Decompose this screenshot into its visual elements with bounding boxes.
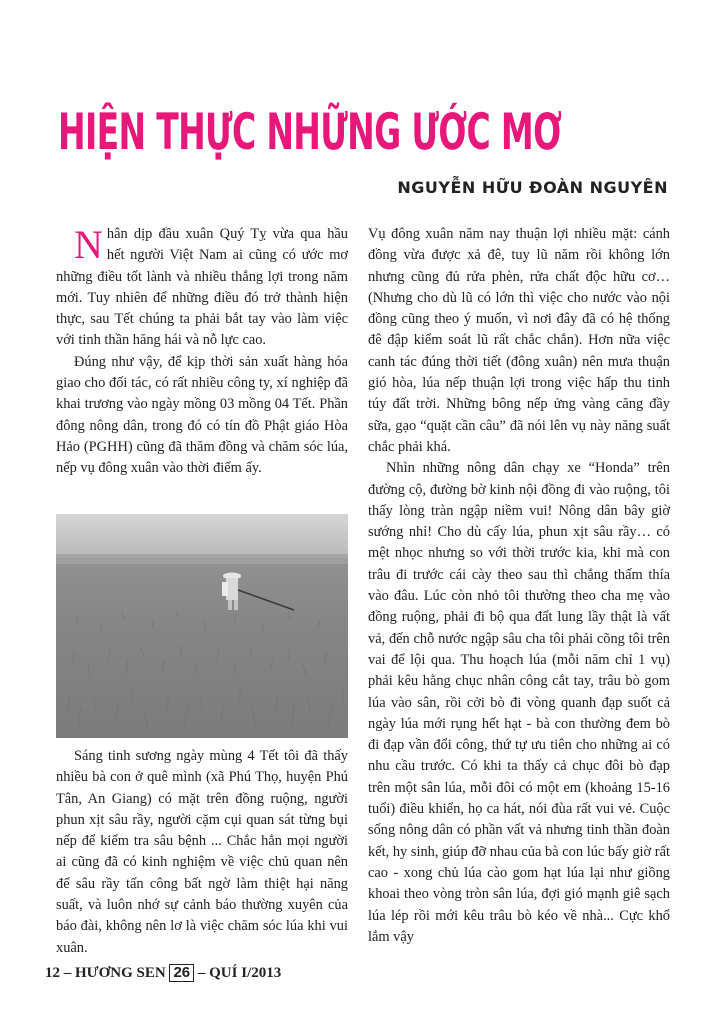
paragraph-3: Sáng tinh sương ngày mùng 4 Tết tôi đã thấy nhiều bà con ở quê mình (xã Phú Thọ, huyện Phú Tân, An Giang) có mặt trên đồng ruộng, người phun xịt sâu rầy, người cặm cụi quan sát từng bụi nếp để kiểm tra sâu bệnh ... Chắc hẳn mọi người ai cũng đã có kinh nghiệm về việc chủ quan nên để sâu rầy tấn công bất ngờ làm thiệt hại năng suất, và luôn nhớ sự cảnh báo thường xuyên của báo đài, không nên lơ là việc chăm sóc lúa khi vui xuân.	[56, 748, 348, 956]
magazine-name: – HƯƠNG SEN	[63, 965, 166, 981]
article-photo	[56, 514, 348, 738]
drop-cap: N	[74, 222, 103, 267]
paragraph-intro	[56, 224, 348, 352]
page-footer	[45, 964, 281, 982]
left-column-bottom	[56, 746, 348, 959]
page-number: 12	[45, 965, 60, 981]
rice-field-photo	[56, 514, 348, 738]
paragraph-intro-text: hân dịp đầu xuân Quý Tỵ vừa qua hầu hết người Việt Nam ai cũng có ước mơ những điều tốt lành và nhiều thắng lợi trong năm mới. Tuy nhiên để những điều đó trở thành hiện thực, sau Tết chúng ta phải bắt tay vào làm việc với tinh thần hăng hái và nỗ lực cao.	[56, 226, 348, 349]
paragraph-2: Đúng như vậy, để kịp thời sản xuất hàng hóa giao cho đối tác, có rất nhiều công ty, xí nghiệp đã khai trương vào ngày mồng 03 mồng 04 Tết. Phần đông nông dân, trong đó có tín đồ Phật giáo Hòa Hảo (PGHH) cũng đã thăm đồng và chăm sóc lúa, nếp vụ đông xuân vào thời điểm ấy.	[56, 353, 348, 477]
article-title: HIỆN THỰC NHỮNG ƯỚC MƠ	[58, 103, 562, 161]
paragraph-4: Vụ đông xuân năm nay thuận lợi nhiều mặt: cánh đồng vừa được xả đê, tuy lũ năm rồi không lớn nhưng cũng đủ rửa phèn, rửa chất độc hữu cơ… (Nhưng cho dù lũ có lớn thì việc cho nước vào nội đồng cũng theo ý muốn, vì nơi đây đã có hệ thống đê đập kiểm soát lũ rất chắc chắn). Hơn nữa việc canh tác đúng thời tiết (đông xuân) nên mưa thuận gió hòa, lúa nếp thuận lợi trong việc hấp thu tinh túy đất trời. Những bông nếp ửng vàng căng đầy sữa, gạo “quặt cần câu” đã nói lên vụ này năng suất chắc phải khá.	[368, 226, 670, 455]
right-column	[368, 224, 670, 948]
paragraph-5: Nhìn những nông dân chạy xe “Honda” trên đường cộ, đường bờ kinh nội đồng đi vào ruộng, tôi thấy lòng tràn ngập niềm vui! Nông dân bây giờ sướng nhỉ! Cho dù cấy lúa, phun xịt sâu rầy… có mệt nhọc nhưng so với thời trước kia, khi mà con trâu đi trước cái cày theo sau thì chẳng thấm thía vào đâu. Lúc còn nhỏ tôi thường theo cha mẹ vào đồng ruộng, phải đi bộ qua đất lung lầy thật là vất vả, đến chỗ nước ngập sâu cha tôi phải cõng tôi trên vai để lội qua. Thu hoạch lúa (mỗi năm chỉ 1 vụ) phải kêu hằng chục nhân công cắt tay, trâu bò gom lúa vào sân, rồi cởi bò đi vòng quanh đạp suốt cả ngày lúa mới rụng hết hạt - bà con thường đem bò đi đạp vần đổi công, thứ tự ưu tiên cho những ai có nhu cầu trước. Có khi ta thấy cả chục đôi bò đạp trên một sân lúa, mỗi đôi có một em (khoảng 15-16 tuổi) điều khiển, họ ca hát, nói đùa rất vui vẻ. Cuộc sống nông dân có phần vất vả nhưng tinh thần đoàn kết, hy sinh, giúp đỡ nhau của bà con lúc bấy giờ rất cao - xong chủ lúa cào gom hạt lúa lại như giồng khoai theo vòng tròn sân lúa, đợi gió mạnh giê sạch lúa lép rồi mới kêu trâu bò kéo về nhà... Cực khổ lắm vậy	[368, 460, 670, 945]
issue-number: 26	[169, 964, 194, 982]
issue-period: – QUÍ I/2013	[197, 965, 282, 981]
left-column-top	[56, 224, 348, 480]
article-author: NGUYỄN HỮU ĐOÀN NGUYÊN	[397, 178, 668, 197]
